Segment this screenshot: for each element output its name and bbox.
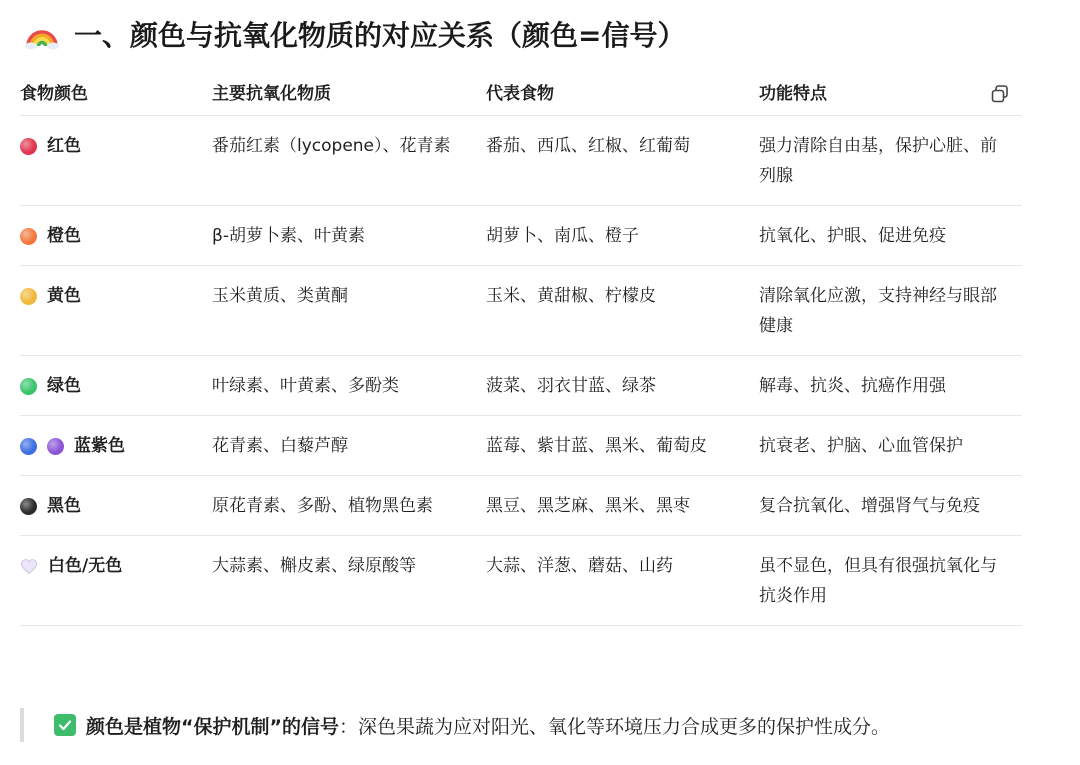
cell-antioxidants: 原花青素、多酚、植物黑色素: [212, 496, 433, 516]
cell-foods: 胡萝卜、南瓜、橙子: [486, 226, 639, 246]
check-mark-icon: [54, 714, 76, 736]
cell-antioxidants: β-胡萝卜素、叶黄素: [212, 226, 365, 246]
cell-food-color: [20, 131, 212, 191]
color-dot-icon: [20, 228, 37, 245]
cell-functions: 解毒、抗炎、抗癌作用强: [759, 376, 946, 396]
table-body: [20, 116, 1022, 626]
header-food-color: 食物颜色: [20, 83, 88, 104]
color-antioxidant-table: [20, 72, 1022, 626]
color-name: 红色: [47, 136, 81, 156]
cell-foods: 番茄、西瓜、红椒、红葡萄: [486, 136, 690, 156]
color-name: 黄色: [47, 286, 81, 306]
table-header: [20, 72, 1022, 116]
header-functions-cell: [759, 79, 1022, 109]
cell-antioxidants: 大蒜素、槲皮素、绿原酸等: [212, 556, 416, 576]
table-row: [20, 356, 1022, 416]
color-name: 白色/无色: [48, 556, 123, 576]
color-dot-icon: [20, 288, 37, 305]
copy-icon[interactable]: [990, 84, 1010, 104]
cell-food-color: [20, 221, 212, 251]
section-title-text: 一、颜色与抗氧化物质的对应关系（颜色=信号）: [74, 19, 686, 52]
cell-functions: 虽不显色，但具有很强抗氧化与抗炎作用: [759, 556, 997, 606]
header-representative-foods: 代表食物: [486, 83, 554, 104]
color-dot-icon: [20, 378, 37, 395]
cell-antioxidants: 玉米黄质、类黄酮: [212, 286, 348, 306]
cell-functions: 清除氧化应激，支持神经与眼部健康: [759, 286, 997, 336]
callout-note: [20, 708, 890, 742]
table-row: [20, 116, 1022, 206]
table-row: [20, 416, 1022, 476]
header-functions: 功能特点: [759, 83, 827, 104]
cell-food-color: [20, 281, 212, 341]
cell-foods: 大蒜、洋葱、蘑菇、山药: [486, 556, 673, 576]
color-dot-icon: [47, 438, 64, 455]
section-title: [24, 14, 685, 54]
rainbow-icon: [24, 16, 60, 52]
color-name: 绿色: [47, 376, 81, 396]
cell-foods: 菠菜、羽衣甘蓝、绿茶: [486, 376, 656, 396]
cell-functions: 强力清除自由基，保护心脏、前列腺: [759, 136, 997, 186]
table-row: [20, 536, 1022, 626]
table-row: [20, 266, 1022, 356]
cell-foods: 玉米、黄甜椒、柠檬皮: [486, 286, 656, 306]
cell-antioxidants: 花青素、白藜芦醇: [212, 436, 348, 456]
color-name: 黑色: [47, 496, 81, 516]
note-bold-text: 颜色是植物“保护机制”的信号: [86, 715, 339, 738]
cell-food-color: [20, 551, 212, 611]
header-main-antioxidants: 主要抗氧化物质: [212, 83, 331, 104]
cell-foods: 黑豆、黑芝麻、黑米、黑枣: [486, 496, 690, 516]
cell-foods: 蓝莓、紫甘蓝、黑米、葡萄皮: [486, 436, 707, 456]
note-text: ：深色果蔬为应对阳光、氧化等环境压力合成更多的保护性成分。: [338, 715, 890, 738]
color-name: 蓝紫色: [74, 436, 125, 456]
cell-food-color: [20, 491, 212, 521]
cell-food-color: [20, 371, 212, 401]
cell-food-color: [20, 431, 212, 461]
cell-functions: 复合抗氧化、增强肾气与免疫: [759, 496, 980, 516]
table-row: [20, 206, 1022, 266]
cell-functions: 抗衰老、护脑、心血管保护: [759, 436, 963, 456]
table-row: [20, 476, 1022, 536]
color-dot-icon: [20, 498, 37, 515]
color-dot-icon: [20, 438, 37, 455]
cell-functions: 抗氧化、护眼、促进免疫: [759, 226, 946, 246]
color-dot-icon: [20, 138, 37, 155]
cell-antioxidants: 叶绿素、叶黄素、多酚类: [212, 376, 399, 396]
cell-antioxidants: 番茄红素（lycopene）、花青素: [212, 136, 451, 156]
color-name: 橙色: [47, 226, 81, 246]
white-heart-icon: [20, 558, 38, 575]
